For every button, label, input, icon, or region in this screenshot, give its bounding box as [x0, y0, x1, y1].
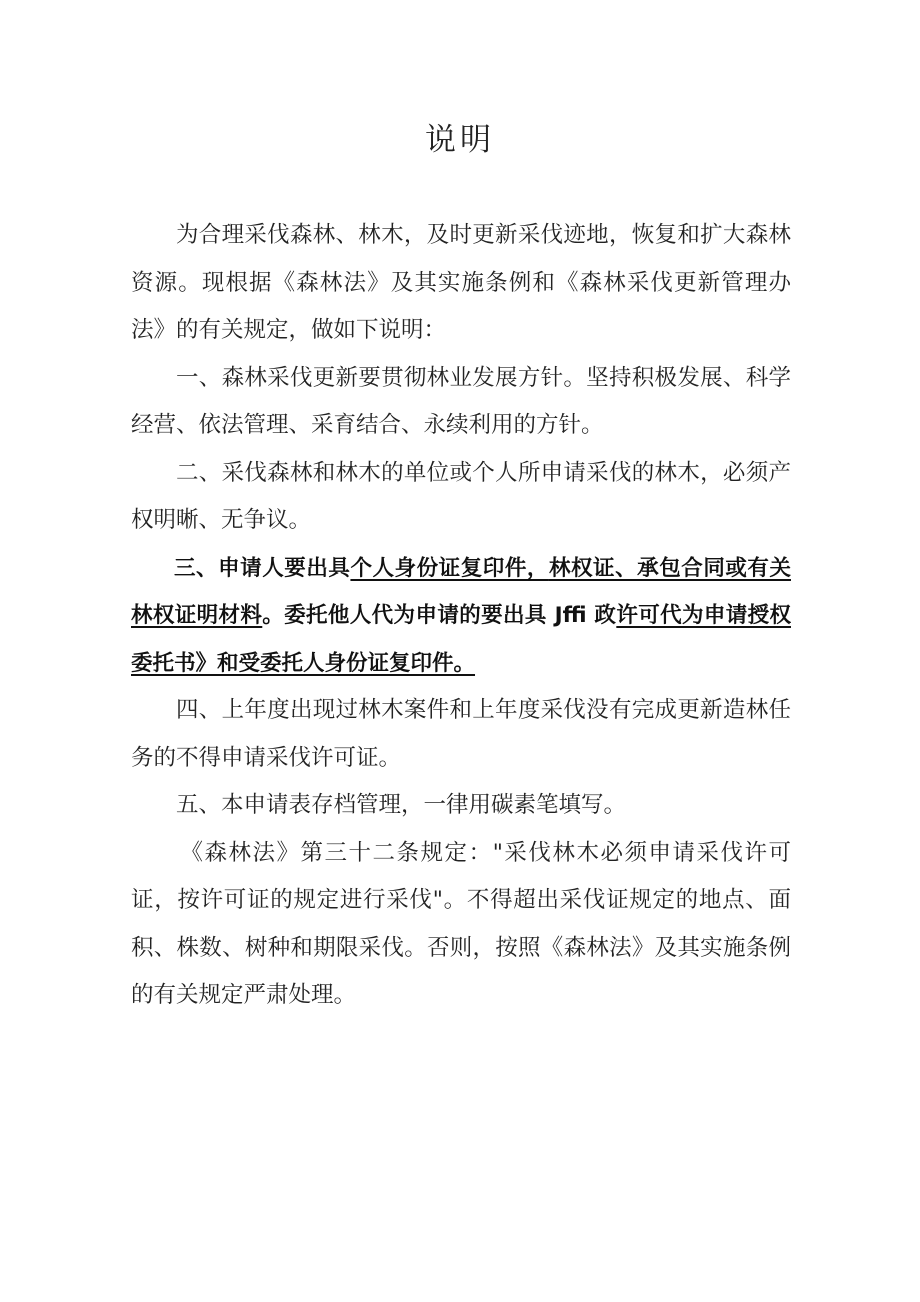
item-3-underlined-id-copy: 个人身份证复印件， — [350, 555, 549, 581]
item-3-underlined-authorization: 许可代为申请授权委托书》和受委托人身份证复印件。 — [131, 603, 791, 676]
document-body — [131, 212, 791, 1020]
intro-paragraph: 为合理采伐森林、林木，及时更新采伐迹地，恢复和扩大森林资源。现根据《森林法》及其实施条例和《森林采伐更新管理办法》的有关规定，做如下说明： — [131, 222, 791, 343]
item-3-underlined-forest-rights: 林权证、承包合同或有关林权证明材料 — [131, 555, 791, 628]
item-4-paragraph: 四、上年度出现过林木案件和上年度采伐没有完成更新造林任务的不得申请采伐许可证。 — [131, 697, 791, 771]
item-5-paragraph: 五、本申请表存档管理，一律用碳素笔填写。 — [176, 792, 627, 818]
item-3-text-b: 。委托他人代为申请的要出具 Jffi 政 — [262, 603, 617, 628]
item-3-text-a: 三、申请人要出具 — [174, 555, 351, 581]
page-title: 说明 — [425, 122, 495, 158]
item-1-paragraph: 一、森林采伐更新要贯彻林业发展方针。坚持积极发展、科学经营、依法管理、采育结合、永续利用的方针。 — [131, 364, 791, 438]
item-2-paragraph: 二、采伐森林和林木的单位或个人所申请采伐的林木，必须产权明晰、无争议。 — [131, 459, 791, 533]
item-3-paragraph — [131, 545, 791, 688]
law-note-paragraph: 《森林法》第三十二条规定："采伐林木必须申请采伐许可证，按许可证的规定进行采伐"。不得超出采伐证规定的地点、面积、株数、树种和期限采伐。否则，按照《森林法》及其实施条例的有关规定严肃处理。 — [131, 839, 791, 1008]
